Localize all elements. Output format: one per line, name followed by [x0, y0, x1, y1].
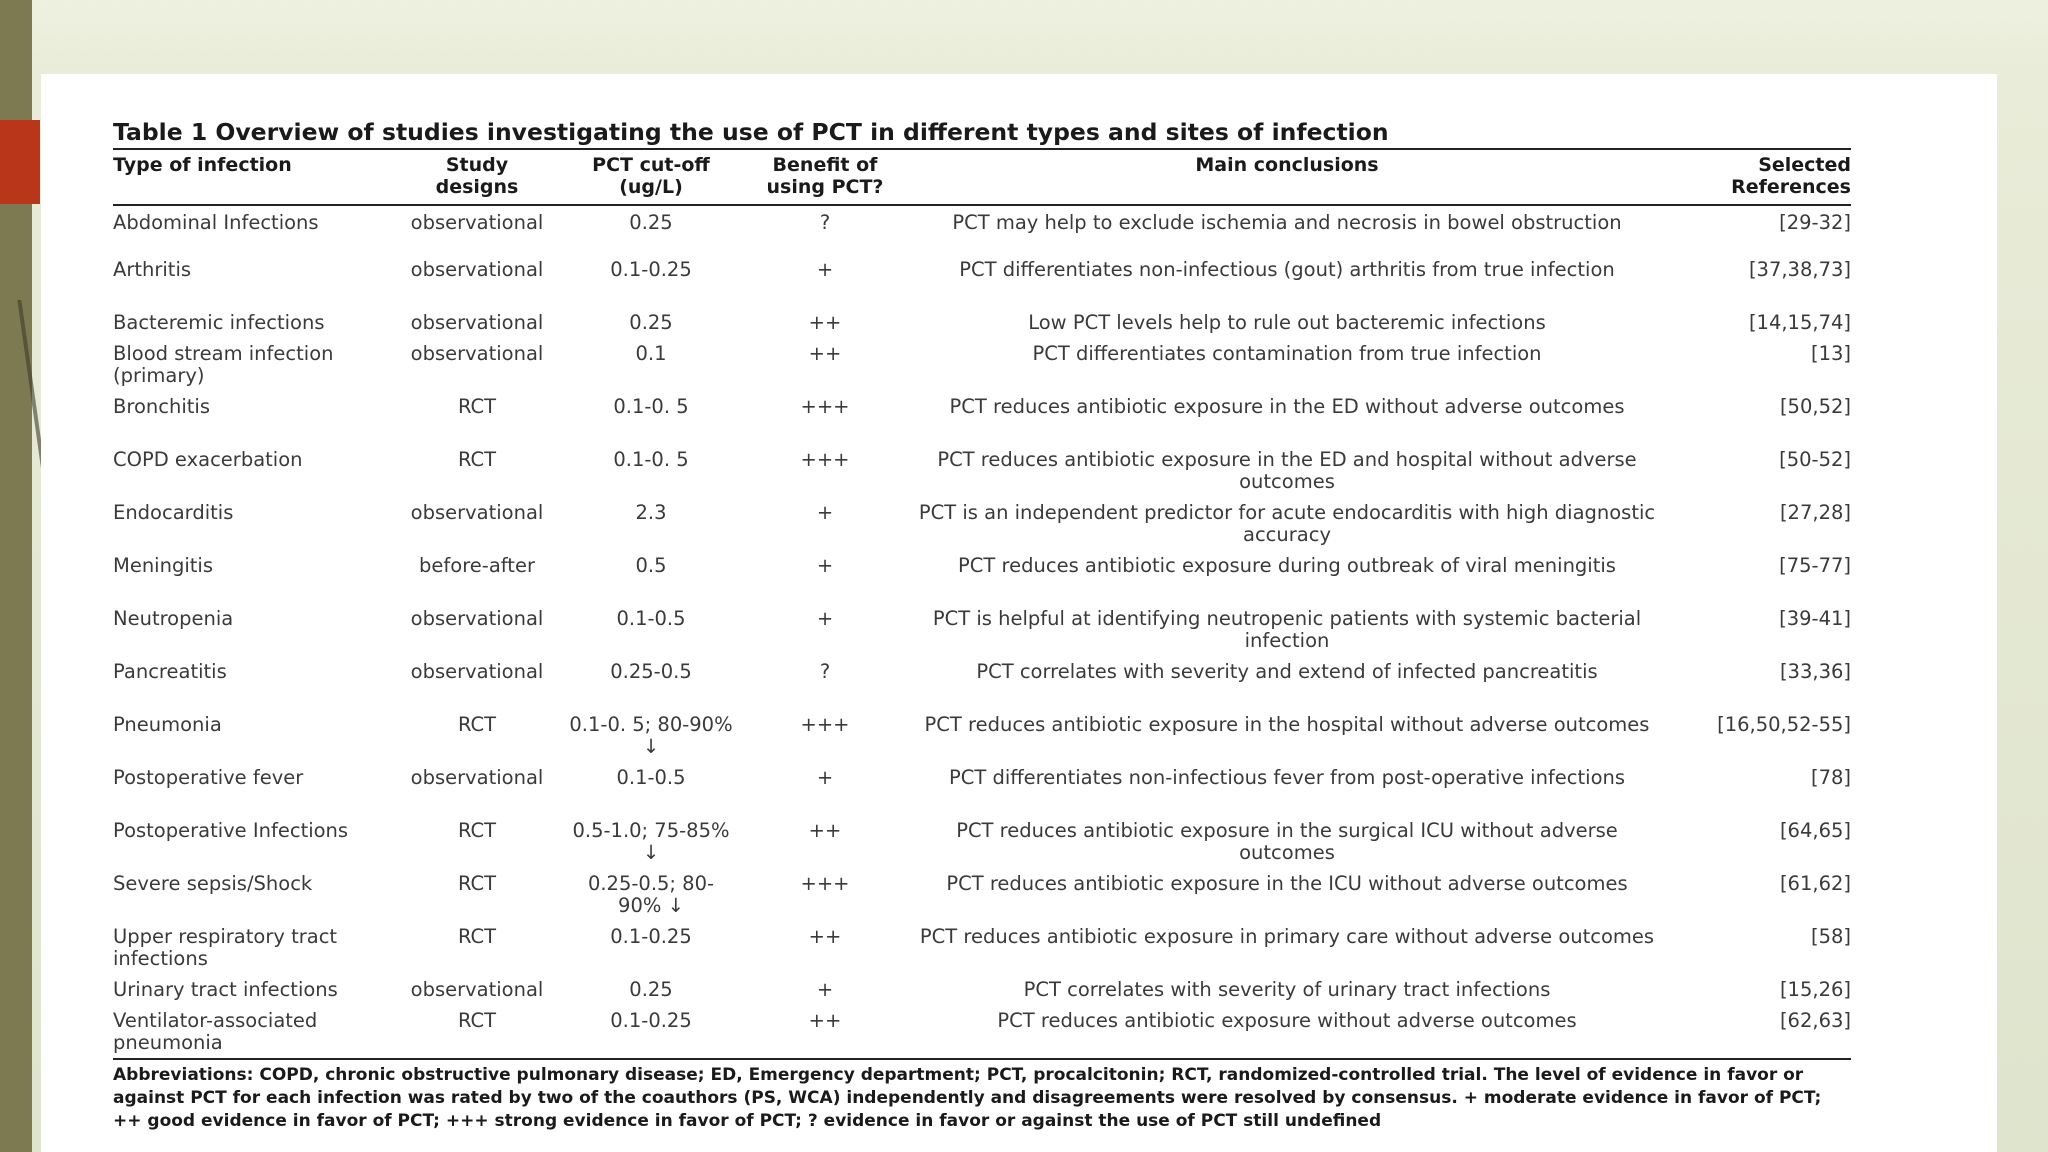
cell-type-of-infection: Pancreatitis [113, 660, 227, 683]
cell-study-design: observational [410, 607, 544, 630]
cell-pct-cutoff: 0.25 [629, 978, 673, 1001]
cell-pct-cutoff: 0.5-1.0; 75-85% ↓ [572, 819, 730, 864]
cell-main-conclusion: PCT reduces antibiotic exposure during outbreak of viral meningitis [958, 554, 1616, 577]
cell-benefit: + [816, 554, 834, 577]
table-row [113, 820, 1851, 873]
cell-study-design: before-after [419, 554, 535, 577]
table-row [113, 608, 1851, 661]
cell-main-conclusion: PCT differentiates non-infectious (gout) arthritis from true infection [959, 258, 1615, 281]
cell-references: [50-52] [1779, 448, 1851, 471]
cell-study-design: observational [410, 311, 544, 334]
table-row [113, 661, 1851, 714]
cell-main-conclusion: PCT differentiates contamination from true infection [1032, 342, 1542, 365]
cell-type-of-infection: Abdominal Infections [113, 211, 319, 234]
cell-main-conclusion: PCT is an independent predictor for acute endocarditis with high diagnostic accuracy [918, 501, 1656, 546]
cell-study-design: RCT [457, 448, 497, 471]
table-row [113, 767, 1851, 820]
cell-main-conclusion: Low PCT levels help to rule out bacteremic infections [1028, 311, 1546, 334]
cell-pct-cutoff: 0.1-0. 5; 80-90% ↓ [569, 713, 733, 758]
cell-benefit: + [816, 501, 834, 524]
table-row [113, 259, 1851, 312]
cell-main-conclusion: PCT reduces antibiotic exposure in primary care without adverse outcomes [919, 925, 1655, 948]
cell-study-design: observational [410, 342, 544, 365]
table-row [113, 555, 1851, 608]
header-pct-cutoff: PCT cut-off (ug/L) [561, 150, 741, 205]
cell-pct-cutoff: 0.1 [635, 342, 667, 365]
cell-study-design: observational [410, 211, 544, 234]
cell-type-of-infection: Meningitis [113, 554, 213, 577]
cell-type-of-infection: Endocarditis [113, 501, 234, 524]
table-row [113, 396, 1851, 449]
slide-left-bar [0, 0, 32, 1152]
cell-type-of-infection: Upper respiratory tract infections [113, 925, 338, 970]
cell-pct-cutoff: 0.1-0.25 [610, 925, 692, 948]
cell-type-of-infection: Postoperative fever [113, 766, 304, 789]
header-study-designs: Study designs [393, 150, 561, 205]
cell-pct-cutoff: 0.1-0. 5 [613, 448, 689, 471]
cell-main-conclusion: PCT correlates with severity of urinary tract infections [1023, 978, 1551, 1001]
slide-accent-block [0, 120, 40, 204]
cell-main-conclusion: PCT reduces antibiotic exposure in the ICU without adverse outcomes [946, 872, 1628, 895]
cell-pct-cutoff: 0.1-0.25 [610, 1009, 692, 1032]
header-benefit: Benefit of using PCT? [741, 150, 909, 205]
cell-main-conclusion: PCT reduces antibiotic exposure in the hospital without adverse outcomes [924, 713, 1650, 736]
table-row [113, 205, 1851, 259]
cell-references: [78] [1810, 766, 1851, 789]
cell-study-design: RCT [457, 925, 497, 948]
cell-pct-cutoff: 0.1-0.25 [610, 258, 692, 281]
cell-study-design: RCT [457, 872, 497, 895]
cell-study-design: RCT [457, 713, 497, 736]
cell-pct-cutoff: 0.25-0.5; 80-90% ↓ [587, 872, 715, 917]
cell-benefit: ? [819, 211, 831, 234]
header-type-of-infection: Type of infection [113, 150, 393, 205]
cell-benefit: +++ [800, 713, 850, 736]
cell-pct-cutoff: 0.1-0.5 [616, 607, 686, 630]
cell-type-of-infection: COPD exacerbation [113, 448, 303, 471]
cell-type-of-infection: Blood stream infection (primary) [113, 342, 334, 387]
cell-pct-cutoff: 0.25-0.5 [610, 660, 692, 683]
table-row [113, 449, 1851, 502]
cell-benefit: ++ [808, 819, 842, 842]
cell-main-conclusion: PCT reduces antibiotic exposure without adverse outcomes [997, 1009, 1577, 1032]
cell-type-of-infection: Urinary tract infections [113, 978, 338, 1001]
cell-references: [61,62] [1779, 872, 1851, 895]
table-row [113, 1010, 1851, 1054]
cell-references: [33,36] [1779, 660, 1851, 683]
cell-benefit: + [816, 766, 834, 789]
cell-references: [27,28] [1779, 501, 1851, 524]
cell-pct-cutoff: 2.3 [635, 501, 667, 524]
cell-benefit: ? [819, 660, 831, 683]
cell-study-design: observational [410, 501, 544, 524]
table-caption: Table 1 Overview of studies investigating the use of PCT in different types and sites of infection [113, 116, 1851, 150]
table-row [113, 312, 1851, 343]
cell-type-of-infection: Severe sepsis/Shock [113, 872, 313, 895]
cell-type-of-infection: Arthritis [113, 258, 192, 281]
cell-benefit: ++ [808, 1009, 842, 1032]
cell-references: [14,15,74] [1748, 311, 1851, 334]
cell-references: [39-41] [1779, 607, 1851, 630]
cell-pct-cutoff: 0.5 [635, 554, 667, 577]
cell-main-conclusion: PCT is helpful at identifying neutropenic patients with systemic bacterial infection [932, 607, 1642, 652]
table-row [113, 343, 1851, 396]
cell-study-design: observational [410, 660, 544, 683]
table-row [113, 502, 1851, 555]
cell-main-conclusion: PCT correlates with severity and extend of infected pancreatitis [976, 660, 1598, 683]
cell-references: [75-77] [1779, 554, 1851, 577]
cell-benefit: ++ [808, 311, 842, 334]
header-selected-references: Selected References [1665, 150, 1851, 205]
cell-type-of-infection: Neutropenia [113, 607, 234, 630]
cell-references: [58] [1810, 925, 1851, 948]
cell-study-design: observational [410, 766, 544, 789]
header-main-conclusions: Main conclusions [909, 150, 1665, 205]
cell-references: [13] [1810, 342, 1851, 365]
cell-benefit: +++ [800, 395, 850, 418]
cell-benefit: + [816, 258, 834, 281]
cell-type-of-infection: Postoperative Infections [113, 819, 349, 842]
table-row [113, 714, 1851, 767]
table-body [113, 205, 1851, 1054]
cell-references: [50,52] [1779, 395, 1851, 418]
cell-pct-cutoff: 0.1-0. 5 [613, 395, 689, 418]
cell-pct-cutoff: 0.25 [629, 211, 673, 234]
cell-benefit: +++ [800, 872, 850, 895]
cell-study-design: observational [410, 258, 544, 281]
table-image [41, 74, 1997, 1152]
cell-benefit: +++ [800, 448, 850, 471]
cell-main-conclusion: PCT reduces antibiotic exposure in the ED without adverse outcomes [949, 395, 1625, 418]
cell-references: [16,50,52-55] [1717, 713, 1851, 736]
cell-benefit: ++ [808, 925, 842, 948]
cell-type-of-infection: Pneumonia [113, 713, 222, 736]
cell-benefit: ++ [808, 342, 842, 365]
cell-study-design: observational [410, 978, 544, 1001]
cell-references: [37,38,73] [1748, 258, 1851, 281]
table-header-row [113, 150, 1851, 205]
cell-type-of-infection: Ventilator-associated pneumonia [113, 1009, 318, 1054]
cell-references: [15,26] [1779, 978, 1851, 1001]
cell-pct-cutoff: 0.1-0.5 [616, 766, 686, 789]
table-row [113, 926, 1851, 979]
table-row [113, 873, 1851, 926]
table-container [113, 116, 1851, 1130]
cell-type-of-infection: Bronchitis [113, 395, 210, 418]
cell-study-design: RCT [457, 819, 497, 842]
cell-references: [29-32] [1779, 211, 1851, 234]
cell-benefit: + [816, 978, 834, 1001]
cell-main-conclusion: PCT may help to exclude ischemia and necrosis in bowel obstruction [952, 211, 1622, 234]
table-row [113, 979, 1851, 1010]
cell-benefit: + [816, 607, 834, 630]
table-footnote: Abbreviations: COPD, chronic obstructive pulmonary disease; ED, Emergency department; PCT, procalcitonin; RCT, randomized-controlled trial. The level of evidence in favor or against PCT for each infection was rated by two of the coauthors (PS, WCA) independently and disagreements were resolved by consensus. + moderate evidence in favor of PCT; ++ good evidence in favor of PCT; +++ strong evidence in favor of PCT; ? evidence in favor or against the use of PCT still undefined [113, 1058, 1851, 1130]
cell-study-design: RCT [457, 395, 497, 418]
cell-main-conclusion: PCT reduces antibiotic exposure in the ED and hospital without adverse outcomes [937, 448, 1637, 493]
cell-main-conclusion: PCT reduces antibiotic exposure in the surgical ICU without adverse outcomes [956, 819, 1618, 864]
cell-references: [64,65] [1779, 819, 1851, 842]
cell-pct-cutoff: 0.25 [629, 311, 673, 334]
infection-table [113, 150, 1851, 1054]
cell-main-conclusion: PCT differentiates non-infectious fever from post-operative infections [948, 766, 1626, 789]
cell-study-design: RCT [457, 1009, 497, 1032]
cell-type-of-infection: Bacteremic infections [113, 311, 325, 334]
cell-references: [62,63] [1779, 1009, 1851, 1032]
